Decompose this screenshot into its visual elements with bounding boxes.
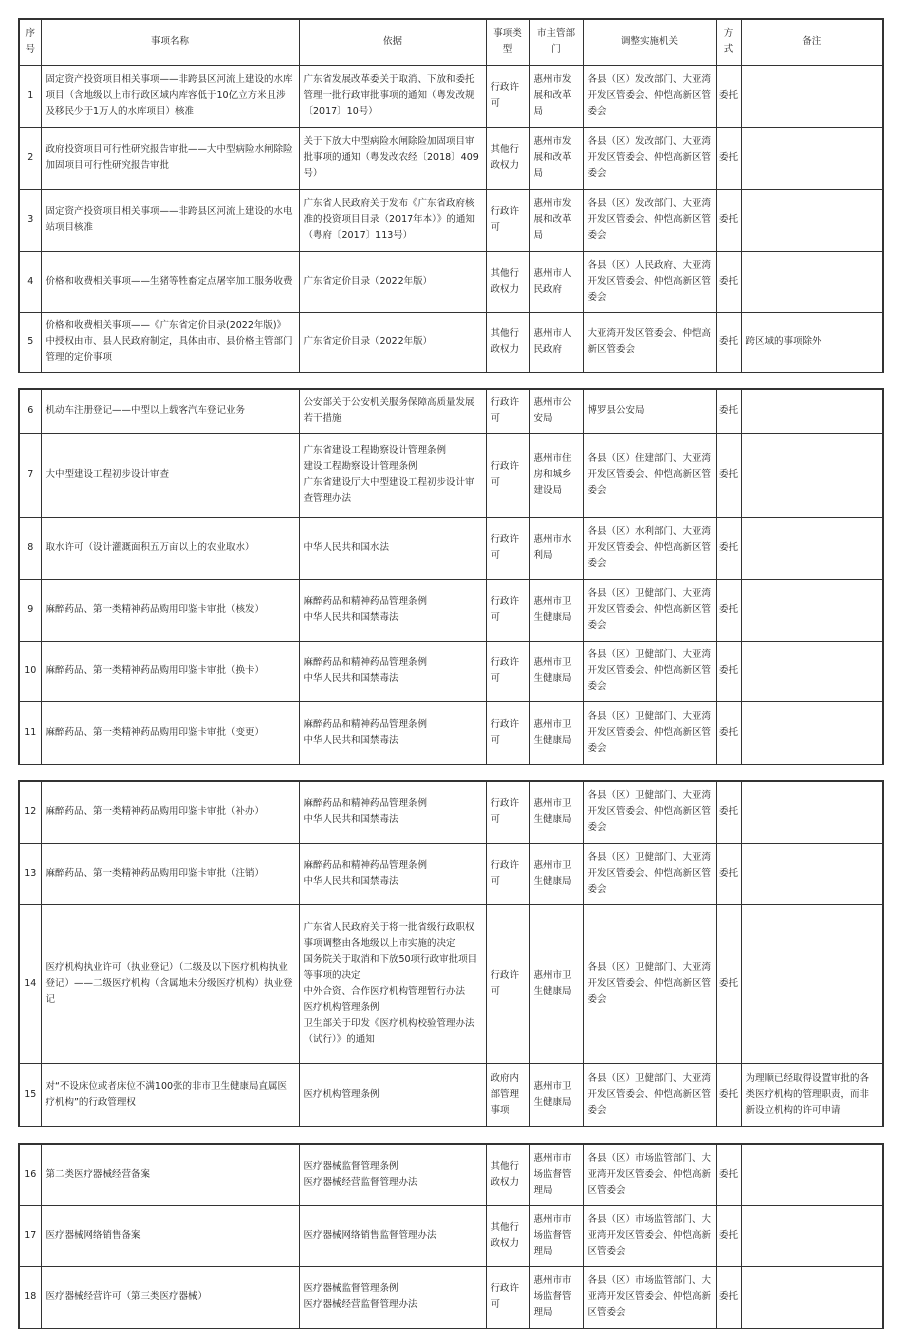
table-row	[19, 389, 883, 433]
cell-name: 大中型建设工程初步设计审查	[41, 433, 299, 517]
cell-basis	[299, 641, 486, 701]
table-row	[19, 1205, 883, 1266]
cell-type: 其他行政权力	[486, 251, 529, 312]
cell-note	[741, 781, 883, 843]
cell-mode: 委托	[716, 251, 741, 312]
cell-dept: 惠州市卫生健康局	[529, 701, 583, 764]
basis-line: 中华人民共和国禁毒法	[303, 612, 399, 623]
cell-type: 行政许可	[486, 579, 529, 641]
cell-seq: 2	[19, 127, 41, 189]
basis-line: 建设工程勘察设计管理条例	[303, 461, 418, 472]
cell-note	[741, 433, 883, 517]
cell-org: 各县（区）卫健部门、大亚湾开发区管委会、仲恺高新区管委会	[583, 701, 716, 764]
cell-note	[741, 251, 883, 312]
cell-type: 其他行政权力	[486, 1205, 529, 1266]
cell-type: 行政许可	[486, 433, 529, 517]
basis-line: 医疗器械监督管理条例	[303, 1283, 399, 1294]
cell-seq: 5	[19, 312, 41, 372]
cell-type: 行政许可	[486, 904, 529, 1063]
cell-name: 对“不设床位或者床位不满100张的非市卫生健康局直属医疗机构”的行政管理权	[41, 1063, 299, 1126]
delegation-table-section-2	[18, 388, 884, 765]
basis-line: 中华人民共和国水法	[303, 542, 390, 553]
basis-line: 卫生部关于印发《医疗机构校验管理办法（试行）》的通知	[303, 1017, 475, 1045]
cell-type: 行政许可	[486, 701, 529, 764]
basis-line: 公安部关于公安机关服务保障高质量发展若干措施	[303, 397, 475, 425]
cell-note	[741, 517, 883, 579]
basis-line: 中华人民共和国禁毒法	[303, 814, 399, 826]
cell-org: 各县（区）卫健部门、大亚湾开发区管委会、仲恺高新区管委会	[583, 904, 716, 1063]
table-row	[19, 579, 883, 641]
cell-org: 各县（区）市场监管部门、大亚湾开发区管委会、仲恺高新区管委会	[583, 1205, 716, 1266]
table-row	[19, 251, 883, 312]
table-row	[19, 1266, 883, 1328]
cell-mode: 委托	[716, 312, 741, 372]
cell-seq: 9	[19, 579, 41, 641]
cell-basis	[299, 389, 486, 433]
table-row	[19, 701, 883, 764]
cell-mode: 委托	[716, 701, 741, 764]
table-row	[19, 189, 883, 251]
cell-seq: 4	[19, 251, 41, 312]
cell-note	[741, 65, 883, 127]
cell-dept: 惠州市卫生健康局	[529, 641, 583, 701]
cell-basis	[299, 65, 486, 127]
table-row	[19, 904, 883, 1063]
cell-note	[741, 701, 883, 764]
cell-type: 其他行政权力	[486, 1144, 529, 1205]
header-mode: 方式	[716, 19, 741, 65]
cell-basis	[299, 904, 486, 1063]
cell-seq: 11	[19, 701, 41, 764]
cell-dept: 惠州市卫生健康局	[529, 1063, 583, 1126]
cell-dept: 惠州市卫生健康局	[529, 781, 583, 843]
cell-org: 各县（区）卫健部门、大亚湾开发区管委会、仲恺高新区管委会	[583, 1063, 716, 1126]
cell-org: 各县（区）发改部门、大亚湾开发区管委会、仲恺高新区管委会	[583, 65, 716, 127]
cell-seq: 8	[19, 517, 41, 579]
cell-mode: 委托	[716, 127, 741, 189]
cell-mode: 委托	[716, 641, 741, 701]
basis-line: 医疗器械经营监督管理办法	[303, 1176, 418, 1188]
cell-basis	[299, 781, 486, 843]
cell-mode: 委托	[716, 389, 741, 433]
basis-line: 麻醉药品和精神药品管理条例	[303, 657, 428, 668]
basis-line: 国务院关于取消和下放50项行政审批项目等事项的决定	[303, 953, 478, 981]
cell-dept: 惠州市卫生健康局	[529, 843, 583, 904]
cell-seq: 7	[19, 433, 41, 517]
cell-name: 麻醉药品、第一类精神药品购用印鉴卡审批（补办）	[41, 781, 299, 843]
cell-dept: 惠州市人民政府	[529, 312, 583, 372]
cell-basis	[299, 579, 486, 641]
delegation-table-section-1	[18, 18, 884, 373]
cell-org: 各县（区）市场监管部门、大亚湾开发区管委会、仲恺高新区管委会	[583, 1266, 716, 1328]
header-type: 事项类型	[486, 19, 529, 65]
cell-mode: 委托	[716, 517, 741, 579]
cell-type: 行政许可	[486, 641, 529, 701]
cell-name: 麻醉药品、第一类精神药品购用印鉴卡审批（变更）	[41, 701, 299, 764]
cell-org: 各县（区）水利部门、大亚湾开发区管委会、仲恺高新区管委会	[583, 517, 716, 579]
cell-basis	[299, 189, 486, 251]
header-basis: 依据	[299, 19, 486, 65]
cell-note	[741, 579, 883, 641]
table-row	[19, 1144, 883, 1205]
cell-name: 医疗器械网络销售备案	[41, 1205, 299, 1266]
cell-seq: 12	[19, 781, 41, 843]
cell-org: 各县（区）发改部门、大亚湾开发区管委会、仲恺高新区管委会	[583, 189, 716, 251]
cell-org: 各县（区）人民政府、大亚湾开发区管委会、仲恺高新区管委会	[583, 251, 716, 312]
cell-org: 各县（区）卫健部门、大亚湾开发区管委会、仲恺高新区管委会	[583, 579, 716, 641]
basis-line: 中外合资、合作医疗机构管理暂行办法	[303, 985, 466, 997]
cell-dept: 惠州市发展和改革局	[529, 189, 583, 251]
cell-seq: 3	[19, 189, 41, 251]
cell-note	[741, 1144, 883, 1205]
cell-mode: 委托	[716, 65, 741, 127]
cell-type: 行政许可	[486, 843, 529, 904]
cell-type: 行政许可	[486, 1266, 529, 1328]
basis-line: 麻醉药品和精神药品管理条例	[303, 718, 428, 730]
table-row	[19, 433, 883, 517]
cell-seq: 1	[19, 65, 41, 127]
basis-line: 广东省人民政府关于将一批省级行政职权事项调整由各地级以上市实施的决定	[303, 921, 475, 949]
cell-mode: 委托	[716, 189, 741, 251]
cell-name: 政府投资项目可行性研究报告审批——大中型病险水闸除险加固项目可行性研究报告审批	[41, 127, 299, 189]
cell-note	[741, 1266, 883, 1328]
cell-dept: 惠州市市场监督管理局	[529, 1144, 583, 1205]
cell-org: 各县（区）住建部门、大亚湾开发区管委会、仲恺高新区管委会	[583, 433, 716, 517]
cell-note	[741, 189, 883, 251]
basis-line: 麻醉药品和精神药品管理条例	[303, 596, 428, 607]
basis-line: 中华人民共和国禁毒法	[303, 875, 399, 887]
table-row	[19, 312, 883, 372]
basis-line: 广东省发展改革委关于取消、下放和委托管理一批行政审批事项的通知（粤发改规〔2017〕10号）	[303, 74, 475, 117]
cell-note: 跨区域的事项除外	[741, 312, 883, 372]
cell-basis	[299, 701, 486, 764]
header-seq: 序号	[19, 19, 41, 65]
header-dept: 市主管部门	[529, 19, 583, 65]
basis-line: 广东省定价目录（2022年版）	[303, 275, 433, 287]
header-name: 事项名称	[41, 19, 299, 65]
cell-name: 机动车注册登记——中型以上载客汽车登记业务	[41, 389, 299, 433]
delegation-table-section-3	[18, 780, 884, 1127]
cell-dept: 惠州市市场监督管理局	[529, 1205, 583, 1266]
cell-note: 为理顺已经取得设置审批的各类医疗机构的管理职责，而非新设立机构的许可申请	[741, 1063, 883, 1126]
cell-basis	[299, 1144, 486, 1205]
cell-dept: 惠州市发展和改革局	[529, 65, 583, 127]
cell-name: 取水许可（设计灌溉面积五万亩以上的农业取水）	[41, 517, 299, 579]
cell-mode: 委托	[716, 904, 741, 1063]
table-header-row	[19, 19, 883, 65]
basis-line: 医疗机构管理条例	[303, 1001, 380, 1013]
basis-line: 医疗器械经营监督管理办法	[303, 1299, 418, 1310]
cell-seq: 18	[19, 1266, 41, 1328]
cell-type: 行政许可	[486, 189, 529, 251]
basis-line: 广东省建设工程勘察设计管理条例	[303, 445, 447, 456]
cell-type: 行政许可	[486, 65, 529, 127]
cell-name: 价格和收费相关事项——《广东省定价目录(2022年版)》中授权由市、县人民政府制定，具体由市、县价格主管部门管理的定价事项	[41, 312, 299, 372]
cell-basis	[299, 843, 486, 904]
cell-type: 行政许可	[486, 389, 529, 433]
basis-line: 医疗机构管理条例	[303, 1088, 380, 1100]
cell-dept: 惠州市水利局	[529, 517, 583, 579]
cell-mode: 委托	[716, 579, 741, 641]
cell-note	[741, 904, 883, 1063]
cell-name: 医疗机构执业许可（执业登记）（二级及以下医疗机构执业登记）——二级医疗机构（含属地未分级医疗机构）执业登记	[41, 904, 299, 1063]
cell-dept: 惠州市市场监督管理局	[529, 1266, 583, 1328]
cell-org: 各县（区）卫健部门、大亚湾开发区管委会、仲恺高新区管委会	[583, 781, 716, 843]
cell-name: 医疗器械经营许可（第三类医疗器械）	[41, 1266, 299, 1328]
cell-note	[741, 641, 883, 701]
basis-line: 医疗器械监督管理条例	[303, 1160, 399, 1172]
cell-mode: 委托	[716, 843, 741, 904]
basis-line: 医疗器械网络销售监督管理办法	[303, 1229, 437, 1241]
cell-basis	[299, 1205, 486, 1266]
cell-mode: 委托	[716, 781, 741, 843]
cell-org: 大亚湾开发区管委会、仲恺高新区管委会	[583, 312, 716, 372]
delegation-table-section-4	[18, 1143, 884, 1329]
cell-name: 麻醉药品、第一类精神药品购用印鉴卡审批（注销）	[41, 843, 299, 904]
cell-type: 行政许可	[486, 517, 529, 579]
table-row	[19, 127, 883, 189]
cell-basis	[299, 433, 486, 517]
basis-line: 麻醉药品和精神药品管理条例	[303, 859, 428, 871]
cell-basis	[299, 312, 486, 372]
cell-basis	[299, 127, 486, 189]
cell-dept: 惠州市卫生健康局	[529, 904, 583, 1063]
cell-mode: 委托	[716, 1144, 741, 1205]
cell-dept: 惠州市公安局	[529, 389, 583, 433]
cell-seq: 15	[19, 1063, 41, 1126]
table-row	[19, 641, 883, 701]
cell-org: 博罗县公安局	[583, 389, 716, 433]
cell-name: 麻醉药品、第一类精神药品购用印鉴卡审批（核发）	[41, 579, 299, 641]
basis-line: 广东省定价目录（2022年版）	[303, 336, 433, 347]
cell-seq: 10	[19, 641, 41, 701]
cell-seq: 6	[19, 389, 41, 433]
cell-org: 各县（区）卫健部门、大亚湾开发区管委会、仲恺高新区管委会	[583, 641, 716, 701]
cell-note	[741, 389, 883, 433]
basis-line: 广东省人民政府关于发布《广东省政府核准的投资项目目录（2017年本）》的通知（粤府〔2017〕113号）	[303, 198, 475, 241]
cell-type: 其他行政权力	[486, 127, 529, 189]
cell-seq: 14	[19, 904, 41, 1063]
cell-mode: 委托	[716, 1063, 741, 1126]
table-row	[19, 843, 883, 904]
basis-line: 中华人民共和国禁毒法	[303, 673, 399, 684]
cell-basis	[299, 251, 486, 312]
cell-basis	[299, 1063, 486, 1126]
basis-line: 中华人民共和国禁毒法	[303, 734, 399, 746]
cell-type: 其他行政权力	[486, 312, 529, 372]
cell-type: 行政许可	[486, 781, 529, 843]
table-row	[19, 517, 883, 579]
cell-name: 价格和收费相关事项——生猪等牲畜定点屠宰加工服务收费	[41, 251, 299, 312]
cell-name: 麻醉药品、第一类精神药品购用印鉴卡审批（换卡）	[41, 641, 299, 701]
cell-org: 各县（区）发改部门、大亚湾开发区管委会、仲恺高新区管委会	[583, 127, 716, 189]
basis-line: 广东省建设厅大中型建设工程初步设计审查管理办法	[303, 477, 475, 504]
cell-dept: 惠州市住房和城乡建设局	[529, 433, 583, 517]
cell-note	[741, 127, 883, 189]
cell-basis	[299, 1266, 486, 1328]
cell-seq: 16	[19, 1144, 41, 1205]
cell-mode: 委托	[716, 1205, 741, 1266]
cell-dept: 惠州市卫生健康局	[529, 579, 583, 641]
cell-note	[741, 843, 883, 904]
table-row	[19, 781, 883, 843]
cell-mode: 委托	[716, 433, 741, 517]
header-org: 调整实施机关	[583, 19, 716, 65]
cell-seq: 17	[19, 1205, 41, 1266]
cell-name: 固定资产投资项目相关事项——非跨县区河流上建设的水库项目（含地级以上市行政区域内库容低于10亿立方米且涉及移民少于1万人的水库项目）核准	[41, 65, 299, 127]
cell-name: 第二类医疗器械经营备案	[41, 1144, 299, 1205]
basis-line: 关于下放大中型病险水闸除险加固项目审批事项的通知（粤发改农经〔2018〕409号）	[303, 136, 479, 179]
cell-note	[741, 1205, 883, 1266]
header-note: 备注	[741, 19, 883, 65]
cell-seq: 13	[19, 843, 41, 904]
table-row	[19, 1063, 883, 1126]
table-row	[19, 65, 883, 127]
cell-mode: 委托	[716, 1266, 741, 1328]
cell-basis	[299, 517, 486, 579]
basis-line: 麻醉药品和精神药品管理条例	[303, 798, 428, 810]
cell-org: 各县（区）卫健部门、大亚湾开发区管委会、仲恺高新区管委会	[583, 843, 716, 904]
cell-dept: 惠州市人民政府	[529, 251, 583, 312]
cell-name: 固定资产投资项目相关事项——非跨县区河流上建设的水电站项目核准	[41, 189, 299, 251]
cell-type: 政府内部管理事项	[486, 1063, 529, 1126]
cell-dept: 惠州市发展和改革局	[529, 127, 583, 189]
cell-org: 各县（区）市场监管部门、大亚湾开发区管委会、仲恺高新区管委会	[583, 1144, 716, 1205]
